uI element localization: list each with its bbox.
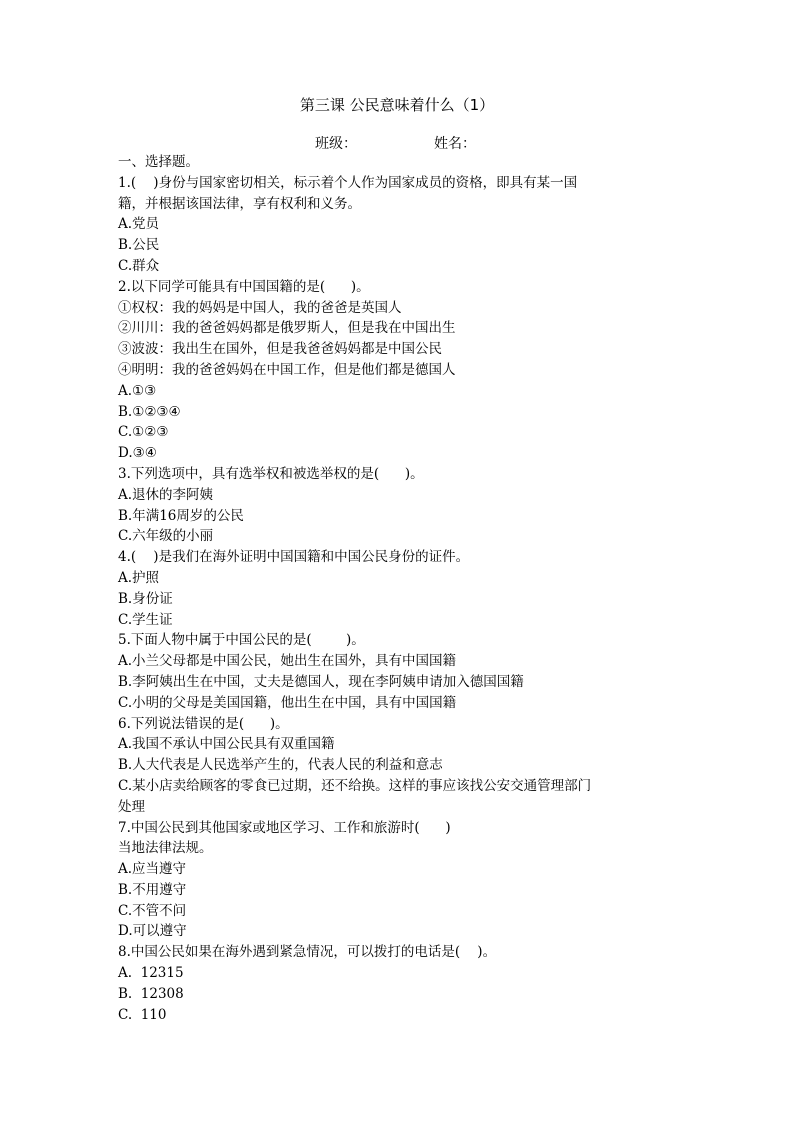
text-line: B.人大代表是人民选举产生的，代表人民的利益和意志 — [118, 757, 443, 774]
text-line: B.不用遵守 — [118, 881, 187, 898]
text-line: A.小兰父母都是中国公民，她出生在国外，具有中国国籍 — [118, 653, 457, 670]
text-line: C.①②③ — [118, 424, 169, 441]
text-line: C.不管不问 — [118, 902, 187, 919]
text-line: D.可以遵守 — [118, 923, 187, 940]
text-line: 5.下面人物中属于中国公民的是( )。 — [118, 632, 365, 649]
question-list — [118, 152, 678, 1025]
text-line: A.①③ — [118, 382, 157, 399]
text-line: ①权权：我的妈妈是中国人，我的爸爸是英国人 — [118, 299, 402, 316]
text-line: ②川川：我的爸爸妈妈都是俄罗斯人，但是我在中国出生 — [118, 320, 456, 337]
text-line: A.党员 — [118, 216, 160, 233]
text-line: A.退休的李阿姨 — [118, 486, 214, 503]
text-line: A.护照 — [118, 569, 160, 586]
text-line: ④明明：我的爸爸妈妈在中国工作，但是他们都是德国人 — [118, 361, 456, 378]
text-line: C.六年级的小丽 — [118, 528, 214, 545]
text-line: 3.下列选项中，具有选举权和被选举权的是( )。 — [118, 465, 424, 482]
text-line: B.年满16周岁的公民 — [118, 507, 244, 524]
text-line: 一、选择题。 — [118, 154, 199, 170]
text-line: 当地法律法规。 — [118, 840, 213, 857]
text-line: 4.( )是我们在海外证明中国国籍和中国公民身份的证件。 — [118, 549, 470, 566]
text-line: B.身份证 — [118, 590, 173, 607]
text-line: D.③④ — [118, 445, 157, 462]
text-line: B.李阿姨出生在中国，丈夫是德国人，现在李阿姨申请加入德国国籍 — [118, 673, 524, 690]
text-line: C. 110 — [118, 1006, 167, 1023]
text-line: C.学生证 — [118, 611, 173, 628]
text-line: C.某小店卖给顾客的零食已过期，还不给换。这样的事应该找公安交通管理部门 — [118, 777, 592, 794]
text-line: A.应当遵守 — [118, 861, 187, 878]
class-label: 班级： — [315, 136, 357, 152]
text-line: B.①②③④ — [118, 403, 181, 420]
text-line: 6.下列说法错误的是( )。 — [118, 715, 289, 732]
text-line: ③波波：我出生在国外，但是我爸爸妈妈都是中国公民 — [118, 341, 442, 358]
text-line: B.公民 — [118, 237, 160, 254]
text-line: 1.( )身份与国家密切相关，标示着个人作为国家成员的资格，即具有某一国 — [118, 174, 578, 191]
text-line: 7.中国公民到其他国家或地区学习、工作和旅游时( ) — [118, 819, 451, 836]
text-line: C.小明的父母是美国国籍，他出生在中国，具有中国国籍 — [118, 694, 457, 711]
text-line: 处理 — [118, 798, 145, 815]
text-line: 8.中国公民如果在海外遇到紧急情况，可以拨打的电话是( )。 — [118, 944, 497, 961]
text-line: C.群众 — [118, 257, 160, 274]
page-title: 第三课 公民意味着什么（1） — [299, 96, 495, 114]
text-line: 2.以下同学可能具有中国国籍的是( )。 — [118, 278, 370, 295]
text-line: B. 12308 — [118, 985, 184, 1002]
name-label: 姓名： — [434, 136, 476, 152]
text-line: 籍，并根据该国法律，享有权利和义务。 — [118, 195, 361, 212]
text-line: A. 12315 — [118, 965, 184, 982]
text-line: A.我国不承认中国公民具有双重国籍 — [118, 736, 335, 753]
